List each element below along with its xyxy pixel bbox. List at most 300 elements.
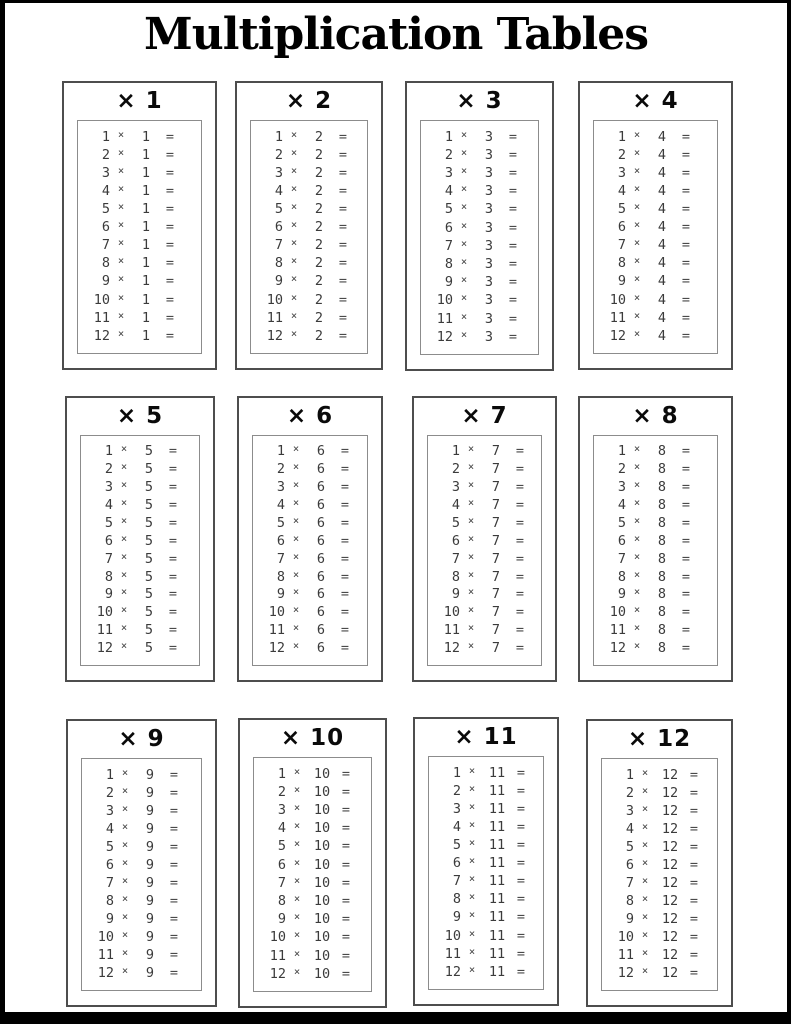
equals-symbol: =	[340, 514, 350, 531]
times-symbol: ×	[290, 128, 298, 141]
multiplier: 3	[484, 292, 494, 309]
times-symbol: ×	[633, 514, 641, 527]
equation-row	[600, 445, 713, 459]
multiplication-card	[586, 719, 733, 1007]
multiplier: 1	[141, 237, 151, 254]
equals-symbol: =	[168, 443, 178, 460]
times-symbol: ×	[121, 784, 129, 797]
multiplicand: 1	[625, 766, 634, 783]
multiplicand: 12	[443, 640, 460, 656]
answer-box	[420, 120, 539, 355]
times-symbol: ×	[460, 237, 468, 250]
equals-symbol: =	[515, 514, 525, 531]
multiplicand: 6	[451, 532, 460, 549]
times-symbol: ×	[117, 146, 125, 159]
equals-symbol: =	[340, 532, 350, 549]
times-symbol: ×	[290, 309, 298, 322]
multiplicand: 9	[625, 910, 634, 927]
multiplier: 6	[316, 479, 326, 496]
multiplicand: 10	[609, 604, 626, 621]
multiplication-card	[405, 81, 554, 371]
multiplier: 7	[491, 568, 501, 585]
card-title: × 10	[280, 725, 345, 751]
multiplier: 6	[316, 532, 326, 549]
times-symbol: ×	[290, 273, 298, 286]
equation-row	[257, 291, 363, 308]
multiplier: 1	[141, 309, 151, 326]
equation-row	[87, 463, 195, 477]
equation-row	[600, 327, 713, 344]
multiplier: 11	[488, 891, 506, 908]
times-symbol: ×	[633, 443, 641, 456]
multiplicand: 6	[617, 219, 626, 236]
times-symbol: ×	[460, 274, 468, 287]
equation-row	[87, 606, 195, 620]
equation-row	[260, 931, 367, 945]
multiplier: 7	[491, 622, 501, 639]
times-symbol: ×	[117, 219, 125, 232]
times-symbol: ×	[117, 128, 125, 141]
multiplier: 9	[145, 892, 155, 909]
multiplicand: 12	[617, 964, 634, 981]
equation-row	[427, 203, 534, 217]
equation-row	[434, 568, 537, 585]
multiplier: 11	[488, 963, 506, 980]
multiplier: 1	[141, 128, 151, 145]
multiplier: 1	[141, 219, 151, 236]
multiplicand: 10	[609, 291, 626, 308]
times-symbol: ×	[117, 255, 125, 268]
times-symbol: ×	[290, 255, 298, 268]
multiplicand: 4	[451, 497, 460, 513]
multiplicand: 4	[617, 497, 626, 513]
multiplicand: 9	[452, 909, 461, 926]
equals-symbol: =	[341, 947, 351, 964]
equation-row	[88, 784, 197, 801]
equals-symbol: =	[681, 237, 691, 254]
times-symbol: ×	[467, 640, 475, 652]
equals-symbol: =	[340, 550, 350, 567]
times-symbol: ×	[633, 568, 641, 581]
equals-symbol: =	[169, 928, 179, 945]
multiplier: 10	[313, 765, 331, 782]
equation-row	[84, 203, 197, 217]
times-symbol: ×	[633, 146, 641, 159]
equation-row	[257, 146, 363, 163]
times-symbol: ×	[468, 837, 476, 850]
equals-symbol: =	[341, 911, 351, 928]
multiplier: 7	[491, 604, 501, 621]
times-symbol: ×	[120, 497, 128, 509]
multiplicand: 12	[93, 327, 110, 344]
multiplicand: 9	[451, 586, 460, 603]
times-symbol: ×	[468, 873, 476, 886]
equation-row	[435, 963, 539, 980]
equals-symbol: =	[340, 443, 350, 460]
multiplicand: 11	[443, 622, 460, 639]
equals-symbol: =	[681, 201, 691, 218]
equals-symbol: =	[169, 802, 179, 819]
equation-row	[427, 146, 534, 163]
multiplier: 1	[141, 255, 151, 272]
equation-row	[88, 766, 197, 783]
multiplier: 9	[145, 964, 155, 981]
equals-symbol: =	[681, 622, 691, 639]
times-symbol: ×	[468, 891, 476, 904]
equation-row	[608, 964, 713, 981]
multiplication-card	[578, 396, 733, 682]
multiplier: 9	[145, 946, 155, 963]
multiplier: 5	[144, 622, 154, 639]
equation-row	[259, 642, 363, 656]
multiplicand: 8	[625, 892, 634, 909]
equation-row	[434, 499, 537, 513]
equation-row	[600, 550, 713, 567]
multiplier: 7	[491, 640, 501, 656]
times-symbol: ×	[641, 946, 649, 959]
times-symbol: ×	[467, 497, 475, 509]
multiplier: 6	[316, 622, 326, 639]
equation-row	[427, 310, 534, 327]
times-symbol: ×	[117, 237, 125, 250]
multiplicand: 5	[276, 514, 285, 531]
multiplicand: 8	[451, 568, 460, 585]
multiplicand: 12	[444, 963, 461, 980]
multiplication-card	[412, 396, 557, 682]
equation-row	[257, 182, 363, 199]
equals-symbol: =	[681, 443, 691, 460]
multiplicand: 6	[625, 856, 634, 873]
multiplicand: 1	[617, 128, 626, 145]
equation-row	[435, 782, 539, 799]
equation-row	[600, 606, 713, 620]
multiplier: 10	[313, 802, 331, 819]
multiplier: 8	[657, 550, 667, 567]
multiplicand: 4	[452, 818, 461, 835]
multiplier: 4	[657, 291, 667, 308]
multiplier: 3	[484, 219, 494, 236]
equation-row	[257, 203, 363, 217]
times-symbol: ×	[121, 820, 129, 833]
equals-symbol: =	[681, 461, 691, 478]
times-symbol: ×	[120, 479, 128, 492]
multiplier: 12	[661, 856, 679, 873]
multiplicand: 9	[274, 273, 283, 290]
equals-symbol: =	[340, 622, 350, 639]
multiplicand: 11	[609, 309, 626, 326]
multiplicand: 2	[277, 783, 286, 800]
multiplier: 1	[141, 273, 151, 290]
multiplier: 4	[657, 164, 667, 181]
multiplicand: 2	[625, 784, 634, 801]
equals-symbol: =	[681, 309, 691, 326]
equals-symbol: =	[681, 586, 691, 603]
equation-row	[88, 802, 197, 819]
equals-symbol: =	[169, 856, 179, 873]
equation-row	[435, 818, 539, 835]
equation-row	[427, 258, 534, 272]
multiplicand: 8	[444, 256, 453, 272]
equals-symbol: =	[508, 328, 518, 345]
equals-symbol: =	[338, 309, 348, 326]
times-symbol: ×	[292, 514, 300, 527]
times-symbol: ×	[117, 182, 125, 195]
equals-symbol: =	[341, 783, 351, 800]
multiplier: 4	[657, 219, 667, 236]
equals-symbol: =	[681, 550, 691, 567]
multiplier: 10	[313, 783, 331, 800]
multiplicand: 6	[444, 219, 453, 236]
multiplicand: 6	[101, 219, 110, 236]
equals-symbol: =	[165, 146, 175, 163]
multiplier: 11	[488, 837, 506, 854]
equals-symbol: =	[681, 128, 691, 145]
multiplier: 5	[144, 443, 154, 460]
multiplier: 5	[144, 640, 154, 656]
equation-row	[84, 309, 197, 326]
multiplier: 3	[484, 256, 494, 272]
multiplication-card	[238, 718, 387, 1008]
equals-symbol: =	[681, 568, 691, 585]
equation-row	[87, 624, 195, 638]
equation-row	[84, 182, 197, 199]
times-symbol: ×	[292, 497, 300, 509]
times-symbol: ×	[468, 963, 476, 976]
multiplicand: 3	[617, 479, 626, 496]
equals-symbol: =	[508, 292, 518, 309]
times-symbol: ×	[467, 586, 475, 599]
equals-symbol: =	[165, 237, 175, 254]
multiplier: 6	[316, 497, 326, 513]
equals-symbol: =	[689, 856, 699, 873]
equation-row	[259, 532, 363, 549]
times-symbol: ×	[467, 461, 475, 474]
equals-symbol: =	[689, 820, 699, 837]
times-symbol: ×	[292, 532, 300, 545]
multiplier: 2	[314, 182, 324, 199]
times-symbol: ×	[633, 128, 641, 141]
card-title: × 4	[632, 88, 679, 114]
times-symbol: ×	[117, 291, 125, 304]
equals-symbol: =	[689, 910, 699, 927]
multiplicand: 6	[276, 532, 285, 549]
times-symbol: ×	[633, 604, 641, 617]
equals-symbol: =	[681, 164, 691, 181]
equation-row	[600, 624, 713, 638]
equals-symbol: =	[516, 855, 526, 872]
equals-symbol: =	[515, 497, 525, 513]
multiplicand: 5	[617, 514, 626, 531]
times-symbol: ×	[641, 964, 649, 977]
equation-row	[84, 146, 197, 163]
multiplicand: 6	[274, 219, 283, 236]
equation-row	[260, 840, 367, 854]
times-symbol: ×	[292, 443, 300, 456]
multiplicand: 2	[276, 461, 285, 478]
multiplicand: 6	[105, 856, 114, 873]
multiplicand: 2	[451, 461, 460, 478]
multiplier: 11	[488, 855, 506, 872]
multiplicand: 2	[274, 146, 283, 163]
times-symbol: ×	[633, 497, 641, 509]
multiplier: 8	[657, 640, 667, 656]
equals-symbol: =	[168, 586, 178, 603]
equals-symbol: =	[681, 479, 691, 496]
equals-symbol: =	[689, 784, 699, 801]
equals-symbol: =	[338, 273, 348, 290]
equation-row	[260, 822, 367, 836]
equals-symbol: =	[338, 237, 348, 254]
equals-symbol: =	[169, 910, 179, 927]
equals-symbol: =	[169, 766, 179, 783]
equals-symbol: =	[681, 532, 691, 549]
equation-row	[87, 642, 195, 656]
multiplier: 8	[657, 622, 667, 639]
card-title: × 12	[627, 726, 692, 752]
multiplier: 6	[316, 461, 326, 478]
multiplier: 3	[484, 310, 494, 327]
multiplicand: 2	[444, 146, 453, 163]
multiplier: 10	[313, 947, 331, 964]
equation-row	[87, 568, 195, 585]
equation-row	[84, 257, 197, 271]
multiplicand: 1	[277, 765, 286, 782]
multiplicand: 11	[266, 309, 283, 326]
times-symbol: ×	[120, 461, 128, 474]
multiplicand: 7	[104, 550, 113, 567]
multiplicand: 11	[93, 309, 110, 326]
times-symbol: ×	[633, 255, 641, 268]
equation-row	[600, 203, 713, 217]
equation-row	[427, 294, 534, 308]
multiplier: 2	[314, 164, 324, 181]
times-symbol: ×	[293, 911, 301, 924]
multiplier: 4	[657, 255, 667, 272]
times-symbol: ×	[633, 182, 641, 195]
multiplicand: 12	[268, 640, 285, 656]
equals-symbol: =	[168, 532, 178, 549]
times-symbol: ×	[120, 604, 128, 617]
equation-row	[434, 588, 537, 602]
multiplier: 9	[145, 910, 155, 927]
equation-row	[435, 800, 539, 817]
times-symbol: ×	[292, 640, 300, 652]
times-symbol: ×	[117, 273, 125, 286]
multiplication-card	[62, 81, 217, 370]
times-symbol: ×	[290, 237, 298, 250]
multiplicand: 2	[105, 784, 114, 801]
multiplicand: 11	[617, 946, 634, 963]
multiplier: 1	[141, 327, 151, 344]
equation-row	[434, 606, 537, 620]
equals-symbol: =	[689, 928, 699, 945]
multiplier: 3	[484, 237, 494, 254]
times-symbol: ×	[290, 291, 298, 304]
times-symbol: ×	[117, 201, 125, 214]
equation-row	[434, 445, 537, 459]
times-symbol: ×	[460, 146, 468, 159]
equation-row	[84, 221, 197, 235]
equation-row	[84, 327, 197, 344]
times-symbol: ×	[467, 550, 475, 563]
multiplier: 6	[316, 640, 326, 656]
equals-symbol: =	[689, 802, 699, 819]
multiplicand: 3	[105, 802, 114, 819]
equals-symbol: =	[341, 929, 351, 946]
times-symbol: ×	[633, 291, 641, 304]
equals-symbol: =	[169, 964, 179, 981]
multiplier: 4	[657, 146, 667, 163]
multiplicand: 5	[277, 838, 286, 855]
times-symbol: ×	[290, 201, 298, 214]
equation-row	[257, 164, 363, 181]
multiplicand: 10	[268, 604, 285, 621]
equals-symbol: =	[681, 497, 691, 513]
times-symbol: ×	[120, 586, 128, 599]
equation-row	[434, 463, 537, 477]
multiplier: 2	[314, 327, 324, 344]
multiplier: 12	[661, 838, 679, 855]
equation-row	[600, 568, 713, 585]
multiplicand: 11	[268, 622, 285, 639]
equation-row	[435, 893, 539, 907]
card-title: × 8	[632, 403, 679, 429]
equals-symbol: =	[341, 965, 351, 982]
multiplicand: 1	[444, 128, 453, 145]
equation-row	[434, 514, 537, 531]
multiplicand: 2	[104, 461, 113, 478]
times-symbol: ×	[460, 219, 468, 232]
multiplier: 10	[313, 838, 331, 855]
equals-symbol: =	[515, 586, 525, 603]
equation-row	[257, 239, 363, 253]
multiplier: 3	[484, 328, 494, 345]
equation-row	[435, 857, 539, 871]
multiplier: 1	[141, 201, 151, 218]
multiplier: 5	[144, 550, 154, 567]
times-symbol: ×	[641, 766, 649, 779]
multiplicand: 7	[277, 874, 286, 891]
multiplier: 12	[661, 928, 679, 945]
equation-row	[257, 327, 363, 344]
times-symbol: ×	[120, 550, 128, 563]
equation-row	[84, 239, 197, 253]
multiplier: 8	[657, 586, 667, 603]
times-symbol: ×	[641, 784, 649, 797]
multiplicand: 1	[617, 443, 626, 460]
equals-symbol: =	[508, 128, 518, 145]
equals-symbol: =	[516, 927, 526, 944]
card-title: × 2	[285, 88, 333, 114]
equals-symbol: =	[168, 514, 178, 531]
equals-symbol: =	[338, 164, 348, 181]
equation-row	[600, 514, 713, 531]
times-symbol: ×	[460, 256, 468, 268]
multiplicand: 6	[617, 532, 626, 549]
equation-row	[600, 588, 713, 602]
multiplicand: 9	[101, 273, 110, 290]
multiplicand: 5	[451, 514, 460, 531]
times-symbol: ×	[633, 219, 641, 232]
multiplier: 10	[313, 856, 331, 873]
multiplier: 8	[657, 461, 667, 478]
equation-row	[608, 838, 713, 855]
equation-row	[600, 164, 713, 181]
equation-row	[435, 927, 539, 944]
equals-symbol: =	[689, 874, 699, 891]
equation-row	[608, 892, 713, 909]
multiplier: 12	[661, 874, 679, 891]
